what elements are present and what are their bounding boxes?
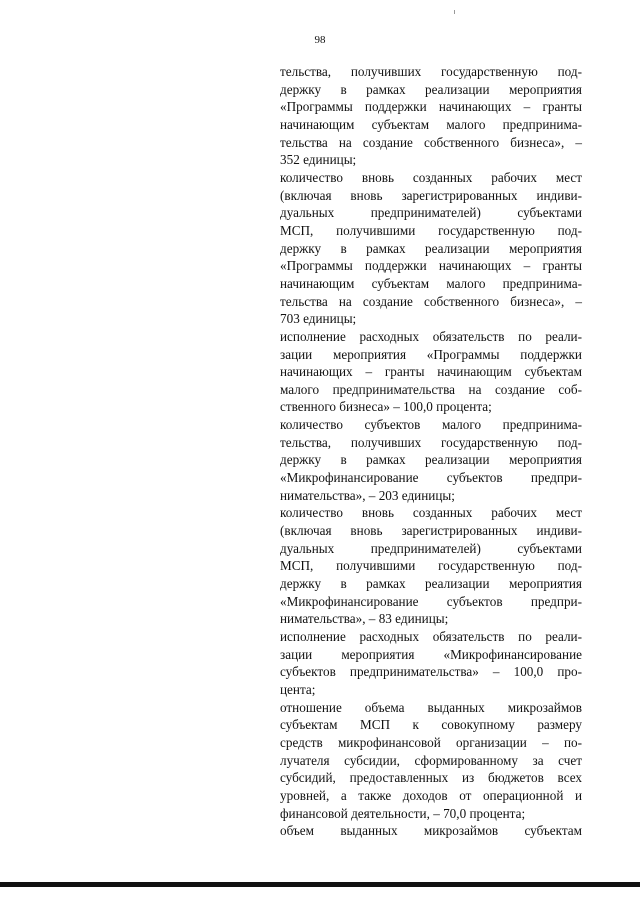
text-line: держку в рамках реализации мероприятия [280,240,582,256]
text-line: начинающих – гранты начинающим субъектам [280,364,582,380]
text-line: цента; [280,681,316,697]
text-line: финансовой деятельности, – 70,0 процента; [280,805,526,821]
text-line: начинающим субъектам малого предпринима- [280,275,582,291]
text-line: 352 единицы; [280,152,357,168]
text-line: количество субъектов малого предпринима- [280,417,582,433]
text-line: средств микрофинансовой организации – по- [280,734,582,750]
text-line: субсидий, предоставленных из бюджетов всех [280,770,582,786]
text-line: держку в рамках реализации мероприятия [280,452,582,468]
text-line: ственного бизнеса» – 100,0 процента; [280,399,492,415]
text-line: тельства на создание собственного бизнеса», – [280,293,582,309]
text-line: исполнение расходных обязательств по реали- [280,328,582,344]
text-line: субъектов предпринимательства» – 100,0 про- [280,664,582,680]
text-line: зации мероприятия «Микрофинансирование [280,646,582,662]
page-number: 98 [314,34,326,46]
text-line: тельства, получивших государственную под- [280,434,582,450]
text-line: лучателя субсидии, сформированному за счет [280,752,582,768]
text-line: «Программы поддержки начинающих – гранты [280,99,582,115]
scan-artifact-mark [454,10,455,14]
text-line: объем выданных микрозаймов субъектам [280,823,582,839]
text-line: 703 единицы; [280,311,357,327]
text-line: МСП, получившими государственную под- [280,558,582,574]
text-line: держку в рамках реализации мероприятия [280,81,582,97]
text-line: «Микрофинансирование субъектов предпри- [280,470,582,486]
text-line: дуальных предпринимателей) субъектами [280,540,582,556]
text-line: отношение объема выданных микрозаймов [280,699,582,715]
text-line: «Программы поддержки начинающих – гранты [280,258,582,274]
text-line: тельства на создание собственного бизнеса», – [280,134,582,150]
text-line: субъектам МСП к совокупному размеру [280,717,582,733]
text-line: нимательства», – 203 единицы; [280,487,455,503]
text-line: нимательства», – 83 единицы; [280,611,449,627]
bottom-scan-border [0,882,640,887]
document-body-text [280,63,582,840]
text-line: «Микрофинансирование субъектов предпри- [280,593,582,609]
text-line: (включая вновь зарегистрированных индиви- [280,187,582,203]
text-line: тельства, получивших государственную под- [280,64,582,79]
text-line: количество вновь созданных рабочих мест [280,505,582,521]
text-line: зации мероприятия «Программы поддержки [280,346,582,362]
text-line: исполнение расходных обязательств по реали- [280,629,582,644]
text-line: количество вновь созданных рабочих мест [280,169,582,185]
text-line: дуальных предпринимателей) субъектами [280,205,582,221]
text-line: держку в рамках реализации мероприятия [280,576,582,592]
text-line: начинающим субъектам малого предпринима- [280,116,582,132]
text-line: малого предпринимательства на создание соб- [280,381,582,397]
text-line: МСП, получившими государственную под- [280,222,582,238]
text-line: (включая вновь зарегистрированных индиви- [280,523,582,539]
text-line: уровней, а также доходов от операционной и [280,787,582,803]
